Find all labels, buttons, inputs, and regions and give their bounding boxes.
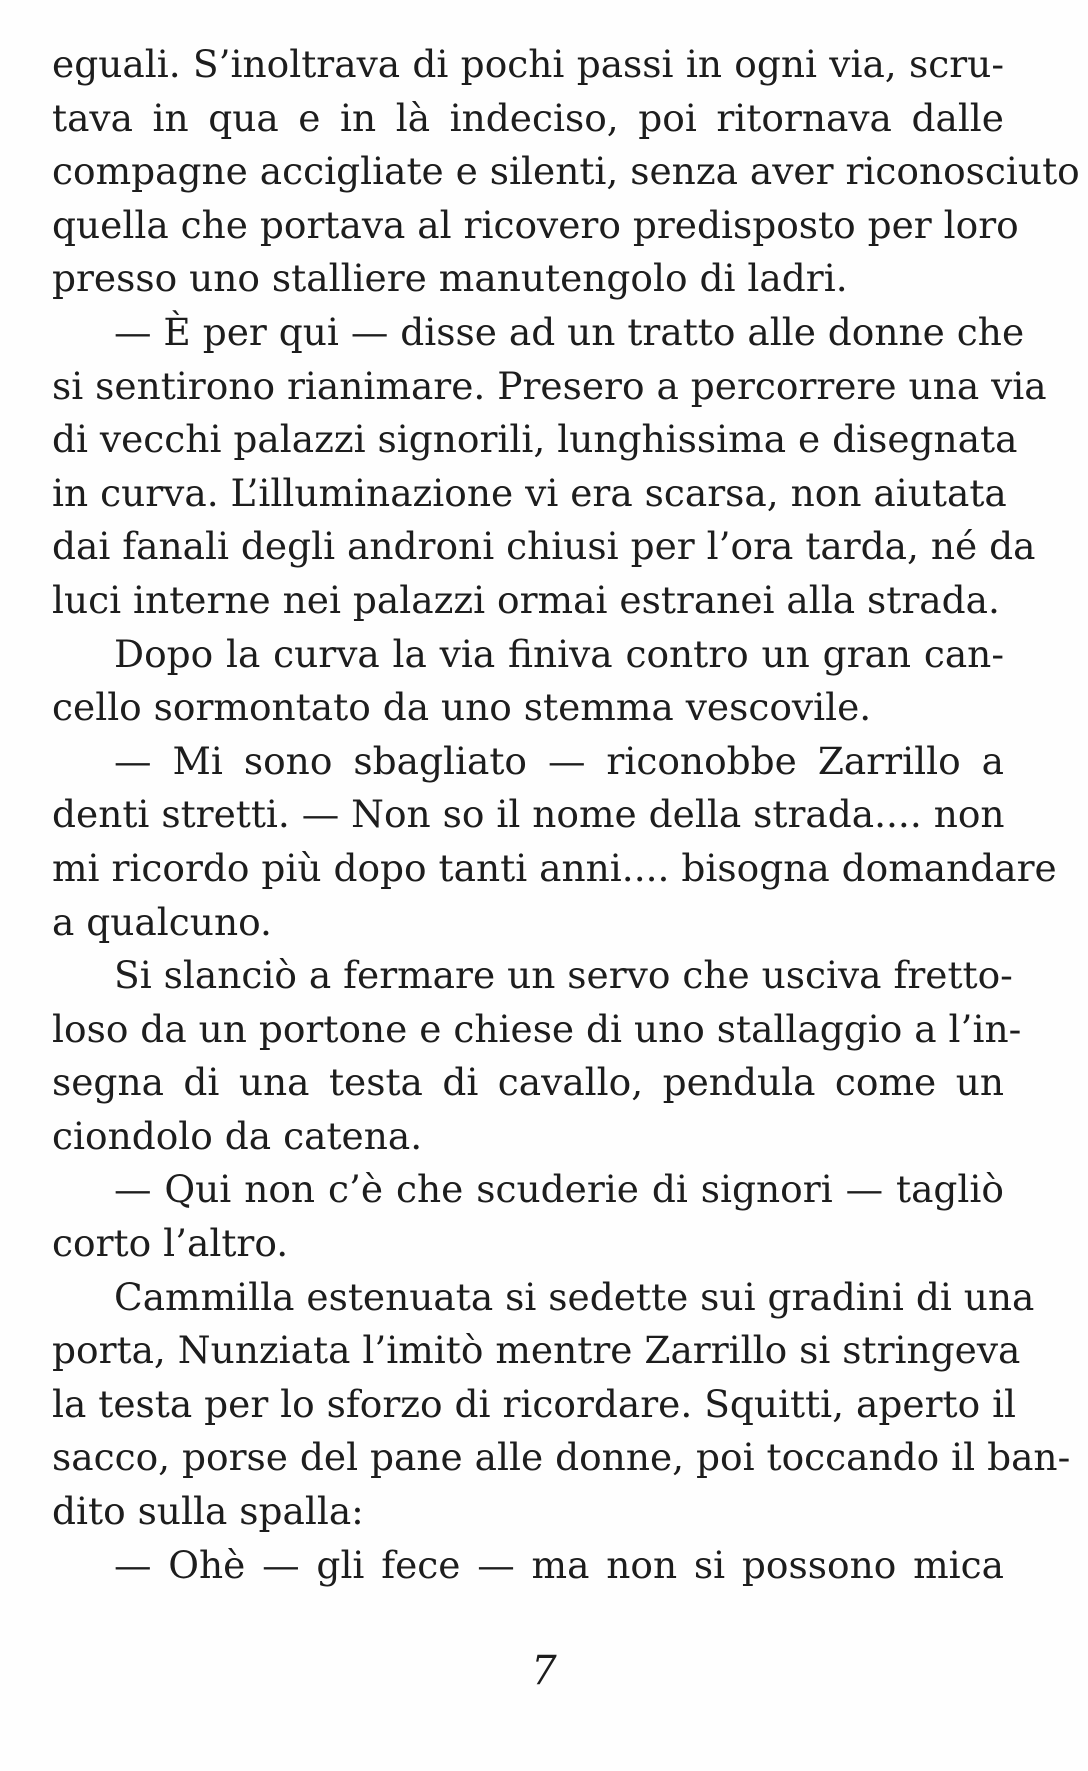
text-line: presso uno stalliere manutengolo di ladri. [52,256,848,301]
text-line: ciondolo da catena. [52,1113,423,1158]
body-text [52,38,1080,1592]
text-line: — Ohè — gli fece — ma non si possono mica [114,1542,1004,1587]
text-line: di vecchi palazzi signorili, lunghissima e disegnata [52,417,1018,462]
text-line: dai fanali degli androni chiusi per l’ora tarda, né da [52,524,1036,569]
text-line: — Qui non c’è che scuderie di signori — tagliò [114,1167,1004,1212]
text-line: compagne accigliate e silenti, senza aver riconosciuto [52,149,1080,194]
text-line: la testa per lo sforzo di ricordare. Squitti, aperto il [52,1381,1017,1426]
text-line: quella che portava al ricovero predisposto per loro [52,202,1019,247]
text-line: — È per qui — disse ad un tratto alle donne che [114,309,1025,354]
text-line: mi ricordo più dopo tanti anni.... bisogna domandare [52,845,1057,890]
text-line: denti stretti. — Non so il nome della strada.... non [52,792,1005,837]
text-line: luci interne nei palazzi ormai estranei alla strada. [52,577,1000,622]
text-line: — Mi sono sbagliato — riconobbe Zarrillo a [114,738,1004,783]
text-line: eguali. S’inoltrava di pochi passi in ogni via, scru- [52,42,1004,86]
text-line: sacco, porse del pane alle donne, poi toccando il ban- [52,1435,1071,1480]
text-line: loso da un portone e chiese di uno stallaggio a l’in- [52,1006,1022,1051]
text-line: a qualcuno. [52,899,272,944]
text-line: Si slanciò a fermare un servo che usciva fretto- [114,953,1013,998]
text-line: cello sormontato da uno stemma vescovile. [52,685,872,730]
text-line: tava in qua e in là indeciso, poi ritornava dalle [52,95,1004,140]
text-line: porta, Nunziata l’imitò mentre Zarrillo si stringeva [52,1328,1021,1373]
text-line: Cammilla estenuata si sedette sui gradini di una [114,1274,1035,1319]
text-line: corto l’altro. [52,1221,289,1266]
text-line: segna di una testa di cavallo, pendula come un [52,1060,1004,1105]
text-line: in curva. L’illuminazione vi era scarsa, non aiutata [52,470,1007,515]
text-line: si sentirono rianimare. Presero a percorrere una via [52,363,1047,408]
page-number: 7 [531,1648,557,1694]
text-line: dito sulla spalla: [52,1489,364,1534]
text-line: Dopo la curva la via finiva contro un gran can- [114,631,1004,676]
